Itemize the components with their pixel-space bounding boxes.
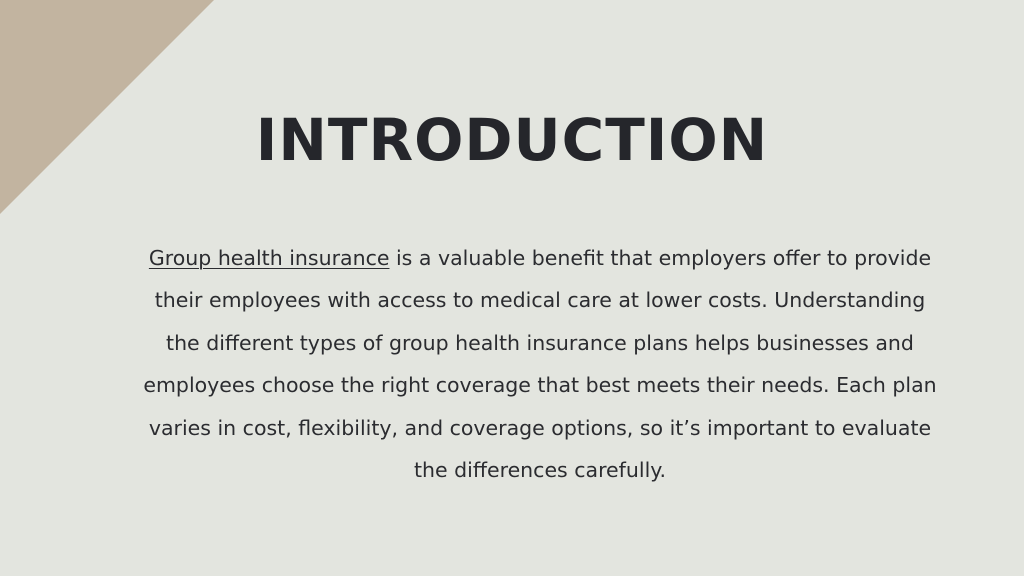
intro-paragraph	[140, 237, 940, 491]
slide-title: INTRODUCTION	[255, 106, 769, 174]
intro-paragraph-text: is a valuable benefit that employers offer to provide their employees with access to medical care at lower costs. Understanding the different types of group health insurance plans helps businesses and employees choose the right coverage that best meets their needs. Each plan varies in cost, flexibility, and coverage options, so it’s important to evaluate the differences carefully.	[143, 246, 937, 483]
group-health-insurance-link[interactable]: Group health insurance	[148, 246, 390, 270]
